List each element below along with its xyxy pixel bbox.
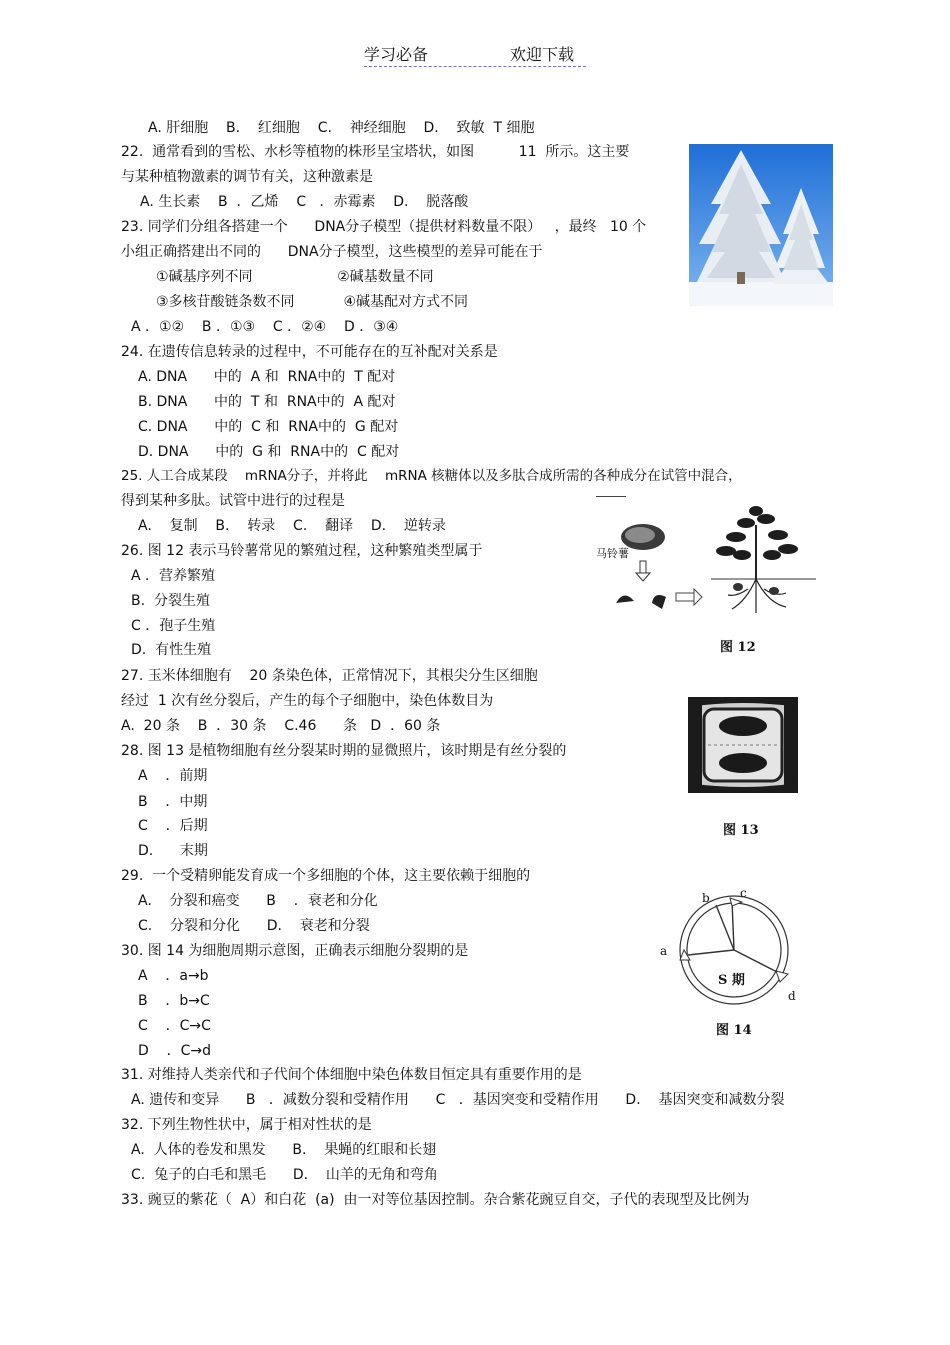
q23-options: A ．①② B ．①③ C ．②④ D ．③④ (131, 319, 399, 335)
figure-14-caption: 图 14 (716, 1023, 752, 1038)
q22-options: A. 生长素 B ．乙烯 C ．赤霉素 D. 脱落酸 (140, 194, 469, 210)
page-header (364, 42, 586, 67)
q24-option-a: A. DNA 中的 A 和 RNA中的 T 配对 (138, 369, 396, 385)
cycle-label-d: d (788, 989, 796, 1003)
cell-cycle-diagram (656, 886, 806, 1006)
q30-option-d: D ．C→d (138, 1043, 211, 1059)
q24-stem: 24. 在遗传信息转录的过程中，不可能存在的互补配对关系是 (121, 344, 498, 360)
q33-stem: 33. 豌豆的紫花（ A）和白花 (a) 由一对等位基因控制。杂合紫花豌豆自交，子代的表现型及比例为 (121, 1192, 750, 1208)
q28-option-c: C ．后期 (138, 818, 208, 834)
potato-propagation-figure (596, 505, 822, 655)
potato-label: 马铃薯 (596, 547, 629, 560)
q27-stem: 27. 玉米体细胞有 20 条染色体，正常情况下，其根尖分生区细胞 (121, 668, 538, 684)
cycle-label-b: b (702, 891, 710, 905)
header-left: 学习必备 (364, 45, 429, 64)
q22-stem: 22. 通常看到的雪松、水杉等植物的株形呈宝塔状，如图 11 所示。这主要 (121, 144, 630, 160)
q24-option-d: D. DNA 中的 G 和 RNA中的 C 配对 (138, 444, 400, 460)
q30-option-b: B ．b→C (138, 993, 210, 1009)
q32-options-2: C. 兔子的白毛和黑毛 D. 山羊的无角和弯角 (131, 1167, 438, 1183)
cycle-label-c: c (740, 886, 747, 900)
q27-stem-2: 经过 1 次有丝分裂后，产生的每个子细胞中，染色体数目为 (121, 693, 494, 709)
s-phase-label: S 期 (718, 973, 745, 988)
q29-options-2: C. 分裂和分化 D. 衰老和分裂 (138, 918, 370, 934)
q32-stem: 32. 下列生物性状中，属于相对性状的是 (121, 1117, 372, 1133)
figure-13-caption: 图 13 (723, 823, 759, 838)
q25-stem: 25. 人工合成某段 mRNA分子，并将此 mRNA 核糖体以及多肽合成所需的各种成分在试管中混合， (121, 468, 742, 484)
q26-stem: 26. 图 12 表示马铃薯常见的繁殖过程，这种繁殖类型属于 (121, 543, 483, 559)
q21-options: A. 肝细胞 B. 红细胞 C. 神经细胞 D. 致敏 T 细胞 (148, 120, 535, 136)
q27-options: A. 20 条 B ．30 条 C.46 条 D ．60 条 (121, 718, 441, 734)
cell-micrograph (688, 697, 798, 793)
q30-option-c: C ．C→C (138, 1018, 211, 1034)
header-right: 欢迎下载 (510, 45, 575, 64)
cycle-label-a: a (660, 944, 668, 958)
figure-12-caption: 图 12 (720, 640, 756, 655)
q24-option-c: C. DNA 中的 C 和 RNA中的 G 配对 (138, 419, 399, 435)
q26-option-b: B. 分裂生殖 (131, 593, 210, 609)
q22-stem-2: 与某种植物激素的调节有关，这种激素是 (121, 169, 373, 185)
q25-stem-2: 得到某种多肽。试管中进行的过程是 (121, 493, 345, 509)
q26-option-c: C ．孢子生殖 (131, 618, 216, 634)
snow-tree-photo (689, 144, 833, 306)
q28-option-b: B ．中期 (138, 794, 208, 810)
q30-stem: 30. 图 14 为细胞周期示意图，正确表示细胞分裂期的是 (121, 943, 469, 959)
q26-option-a: A ．营养繁殖 (131, 568, 216, 584)
q29-options-1: A. 分裂和癌变 B ．衰老和分化 (138, 893, 378, 909)
q23-stem: 23. 同学们分组各搭建一个 DNA分子模型（提供材料数量不限） ，最终 10 个 (121, 219, 647, 235)
q32-options-1: A. 人体的卷发和黑发 B. 果蝇的红眼和长翅 (131, 1142, 437, 1158)
q26-option-d: D. 有性生殖 (131, 642, 212, 658)
q28-option-a: A ．前期 (138, 768, 208, 784)
q24-option-b: B. DNA 中的 T 和 RNA中的 A 配对 (138, 394, 396, 410)
q31-stem: 31. 对维持人类亲代和子代间个体细胞中染色体数目恒定具有重要作用的是 (121, 1067, 582, 1083)
divider-mark (596, 496, 626, 500)
q30-option-a: A ．a→b (138, 968, 209, 984)
q23-items-2: ③多核苷酸链条数不同 ④碱基配对方式不同 (156, 294, 469, 310)
q28-stem: 28. 图 13 是植物细胞有丝分裂某时期的显微照片，该时期是有丝分裂的 (121, 743, 567, 759)
q31-options: A. 遗传和变异 B ．减数分裂和受精作用 C ．基因突变和受精作用 D. 基因突变和减数分裂 (131, 1092, 785, 1108)
q28-option-d: D. 末期 (138, 843, 208, 859)
q25-options: A. 复制 B. 转录 C. 翻译 D. 逆转录 (138, 518, 446, 534)
q23-items-1: ①碱基序列不同 ②碱基数量不同 (156, 269, 434, 285)
q23-stem-2: 小组正确搭建出不同的 DNA分子模型，这些模型的差异可能在于 (121, 244, 543, 260)
q29-stem: 29. 一个受精卵能发育成一个多细胞的个体，这主要依赖于细胞的 (121, 868, 531, 884)
